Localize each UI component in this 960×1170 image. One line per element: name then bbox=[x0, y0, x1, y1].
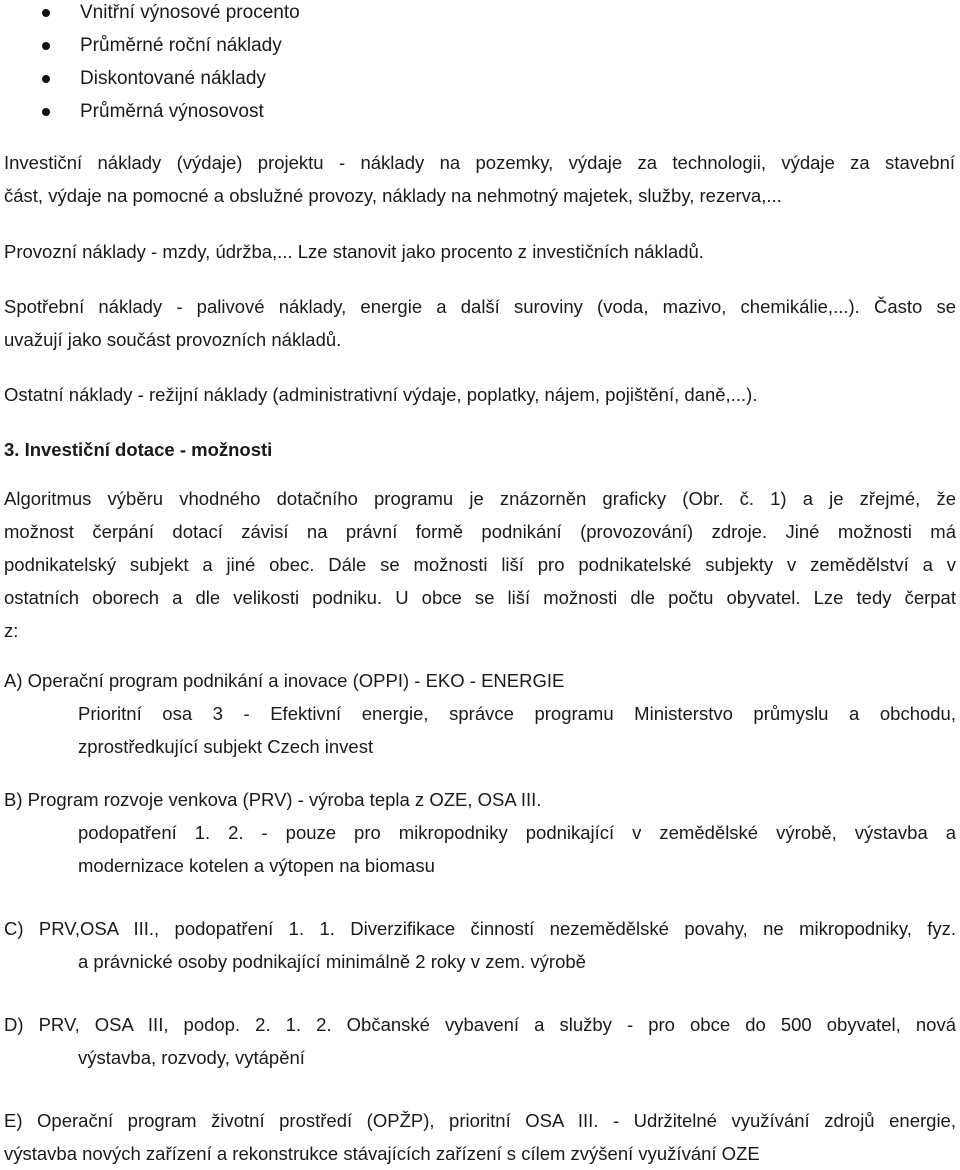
program-a-detail-line: zprostředkující subjekt Czech invest bbox=[78, 736, 374, 757]
bullet-item: Vnitřní výnosové procento bbox=[80, 2, 300, 23]
paragraph-algoritmus-line: ostatních oborech a dle velikosti podniku. U obce se liší možnosti dle počtu obyvatel. Lze tedy čerpat bbox=[4, 587, 956, 608]
bullet-icon bbox=[42, 42, 50, 50]
bullet-item: Průměrná výnosovost bbox=[80, 101, 264, 122]
program-d-line: D) PRV, OSA III, podop. 2. 1. 2. Občanské vybavení a služby - pro obce do 500 obyvatel, nová bbox=[4, 1014, 956, 1035]
program-a-detail-line: Prioritní osa 3 - Efektivní energie, správce programu Ministerstvo průmyslu a obchodu, bbox=[78, 703, 956, 724]
paragraph-investicni-line: část, výdaje na pomocné a obslužné provozy, náklady na nehmotný majetek, služby, rezerva,... bbox=[4, 185, 782, 206]
paragraph-ostatni: Ostatní náklady - režijní náklady (administrativní výdaje, poplatky, nájem, pojištění, daně,...). bbox=[4, 384, 758, 405]
bullet-icon bbox=[42, 75, 50, 83]
paragraph-algoritmus-line: podnikatelský subjekt a jiné obec. Dále se možnosti liší pro podnikatelské subjekty v zemědělství a v bbox=[4, 554, 956, 575]
program-d-line: výstavba, rozvody, vytápění bbox=[78, 1047, 305, 1068]
program-b-detail-line: podopatření 1. 2. - pouze pro mikropodniky podnikající v zemědělské výrobě, výstavba a bbox=[78, 822, 956, 843]
paragraph-algoritmus-line: možnost čerpání dotací závisí na právní formě podnikání (provozování) zdroje. Jiné možnosti má bbox=[4, 521, 956, 542]
paragraph-algoritmus-line: Algoritmus výběru vhodného dotačního programu je znázorněn graficky (Obr. č. 1) a je zřejmé, že bbox=[4, 488, 956, 509]
paragraph-provozni: Provozní náklady - mzdy, údržba,... Lze stanovit jako procento z investičních nákladů. bbox=[4, 241, 704, 262]
section-heading: 3. Investiční dotace - možnosti bbox=[4, 439, 273, 460]
bullet-item: Diskontované náklady bbox=[80, 68, 266, 89]
paragraph-spotrebni-line: Spotřební náklady - palivové náklady, energie a další suroviny (voda, mazivo, chemikálie,...). Často se bbox=[4, 296, 956, 317]
program-a-title: A) Operační program podnikání a inovace (OPPI) - EKO - ENERGIE bbox=[4, 670, 565, 691]
paragraph-investicni-line: Investiční náklady (výdaje) projektu - náklady na pozemky, výdaje za technologii, výdaje za stavební bbox=[4, 152, 955, 173]
program-e-line: E) Operační program životní prostředí (OPŽP), prioritní OSA III. - Udržitelné využívání zdrojů energie, bbox=[4, 1110, 956, 1131]
program-c-line: C) PRV,OSA III., podopatření 1. 1. Diverzifikace činností nezemědělské povahy, ne mikropodniky, fyz. bbox=[4, 918, 956, 939]
bullet-icon bbox=[42, 108, 50, 116]
program-b-title: B) Program rozvoje venkova (PRV) - výroba tepla z OZE, OSA III. bbox=[4, 789, 542, 810]
program-c-line: a právnické osoby podnikající minimálně 2 roky v zem. výrobě bbox=[78, 951, 586, 972]
program-e-line: výstavba nových zařízení a rekonstrukce stávajících zařízení s cílem zvýšení využívání OZE bbox=[4, 1143, 760, 1164]
program-b-detail-line: modernizace kotelen a výtopen na biomasu bbox=[78, 855, 435, 876]
paragraph-spotrebni-line: uvažují jako součást provozních nákladů. bbox=[4, 329, 342, 350]
paragraph-algoritmus-line: z: bbox=[4, 620, 19, 641]
bullet-item: Průměrné roční náklady bbox=[80, 35, 282, 56]
bullet-icon bbox=[42, 9, 50, 17]
